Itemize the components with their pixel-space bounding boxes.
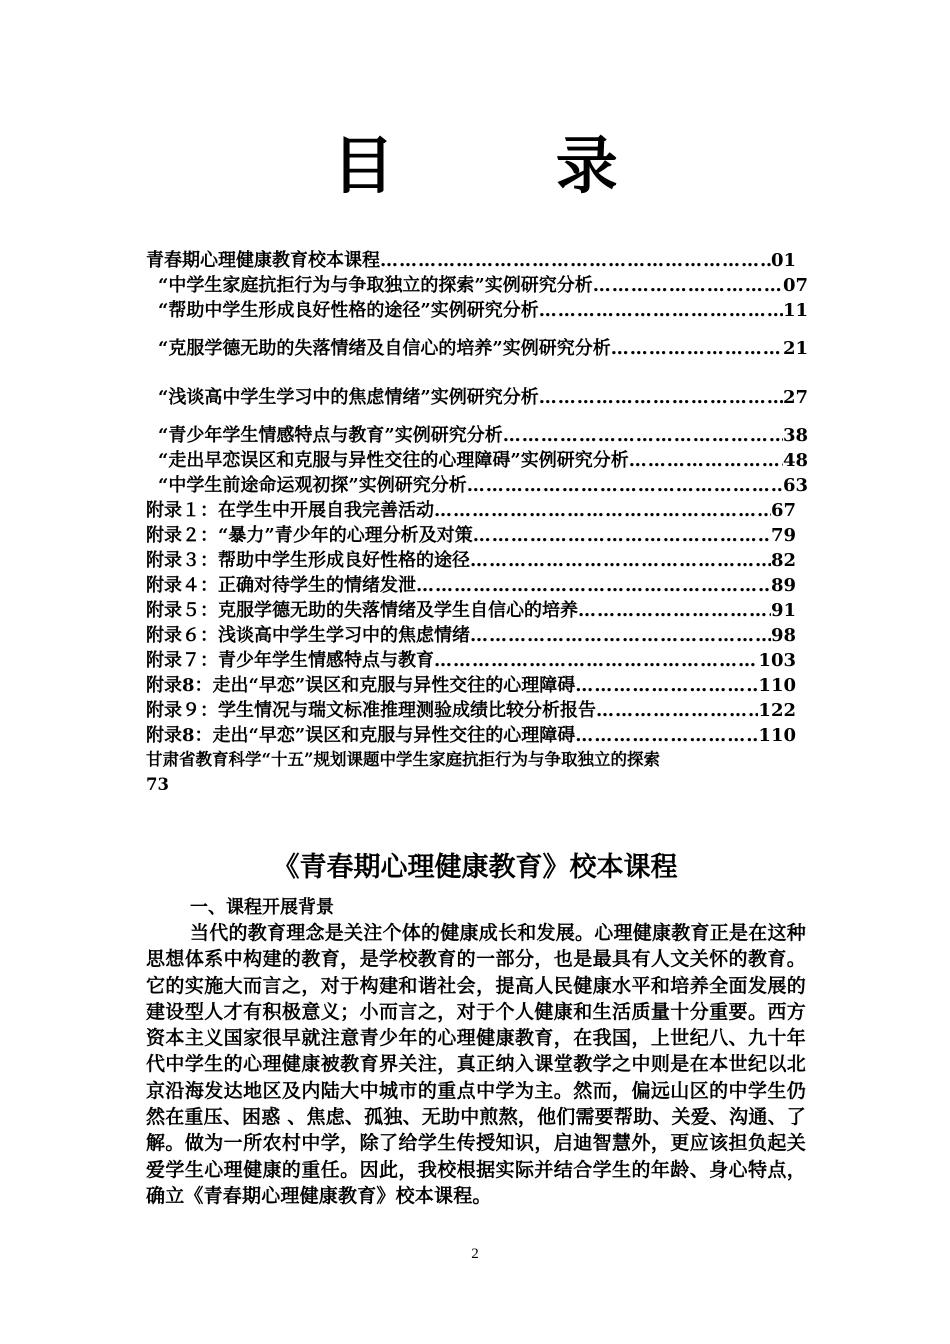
toc-entry bbox=[146, 673, 796, 698]
toc-entry-page: 67 bbox=[770, 500, 796, 521]
toc-leader-dots bbox=[575, 673, 758, 698]
toc-entry-page: 01 bbox=[770, 250, 796, 271]
toc-entry-title: “中学生前途命运观初探”实例研究分析 bbox=[158, 475, 467, 496]
toc-entry-page: 63 bbox=[782, 475, 808, 496]
toc-entry-page: 110 bbox=[758, 725, 796, 746]
toc-entry-title: 附录8：走出“早恋”误区和克服与异性交往的心理障碍 bbox=[146, 725, 576, 746]
toc-entry bbox=[146, 548, 796, 573]
toc-entry-page: 122 bbox=[758, 700, 796, 721]
toc-entry bbox=[146, 336, 808, 361]
toc-entry-page: 91 bbox=[770, 600, 796, 621]
toc-leader-dots bbox=[539, 385, 783, 410]
toc-entry-page: 21 bbox=[782, 338, 808, 359]
toc-entry bbox=[146, 623, 796, 648]
toc-leader-dots bbox=[575, 723, 758, 748]
toc-entry bbox=[146, 573, 796, 598]
toc-leader-dots bbox=[611, 336, 783, 361]
toc-entry bbox=[146, 273, 808, 298]
section-title: 《青春期心理健康教育》校本课程 bbox=[272, 852, 678, 883]
toc-leader-dots bbox=[434, 648, 758, 673]
toc-entry bbox=[146, 598, 796, 623]
toc-entry bbox=[146, 298, 808, 323]
toc-entry-title: 附录２：“暴力”青少年的心理分析及对策 bbox=[146, 525, 473, 546]
section-subtitle: 一、课程开展背景 bbox=[190, 897, 334, 918]
toc-entry bbox=[146, 498, 796, 523]
toc-leader-dots bbox=[539, 298, 783, 323]
toc-leader-dots bbox=[380, 248, 771, 273]
toc-entry-title: 附录７：青少年学生情感特点与教育 bbox=[146, 650, 434, 671]
toc-entry-page: 38 bbox=[782, 425, 808, 446]
toc-entry bbox=[146, 698, 796, 723]
toc-entry-page: 11 bbox=[782, 300, 808, 321]
toc-leader-dots bbox=[416, 573, 771, 598]
toc-entry-title: “克服学德无助的失落情绪及自信心的培养”实例研究分析 bbox=[158, 338, 611, 359]
toc-entry bbox=[146, 385, 808, 410]
toc-entry-title: 附录６：浅谈高中学生学习中的焦虑情绪 bbox=[146, 625, 470, 646]
toc-entry-title: 附录8：走出“早恋”误区和克服与异性交往的心理障碍 bbox=[146, 675, 576, 696]
toc-heading: 目 录 bbox=[332, 129, 688, 202]
toc-entry-title: “中学生家庭抗拒行为与争取独立的探索”实例研究分析 bbox=[158, 275, 593, 296]
toc-entry-title: 附录３：帮助中学生形成良好性格的途径 bbox=[146, 550, 470, 571]
toc-entry-page: 79 bbox=[770, 525, 796, 546]
toc-entry-title: 附录９：学生情况与瑞文标准推理测验成绩比较分析报告 bbox=[146, 700, 596, 721]
toc-leader-dots bbox=[593, 273, 783, 298]
toc-leader-dots bbox=[596, 698, 758, 723]
toc-entry-title: “走出早恋误区和克服与异性交往的心理障碍”实例研究分析 bbox=[158, 450, 629, 471]
toc-entry-page: 98 bbox=[770, 625, 796, 646]
toc-leader-dots bbox=[578, 598, 771, 623]
toc-entry-title: 附录４：正确对待学生的情绪发泄 bbox=[146, 575, 416, 596]
body-paragraph: 当代的教育理念是关注个体的健康成长和发展。心理健康教育正是在这种思想体系中构建的教育，是学校教育的一部分，也是最具有人文关怀的教育。它的实施大而言之，对于构建和谐社会，提高人民健康水平和培养全面发展的建设型人才有积极意义；小而言之，对于个人健康和生活质量十分重要。西方资本主义国家很早就注意青少年的心理健康教育，在我国，上世纪八、九十年代中学生的心理健康被教育界关注，真正纳入课堂教学之中则是在本世纪以北京沿海发达地区及内陆大中城市的重点中学为主。然而，偏远山区的中学生仍然在重压、困惑 、焦虑、孤独、无助中煎熬，他们需要帮助、关爱、沟通、了解。做为一所农村中学，除了给学生传授知识，启迪智慧外，更应该担负起关爱学生心理健康的重任。因此，我校根据实际并结合学生的年龄、身心特点，确立《青春期心理健康教育》校本课程。 bbox=[146, 922, 806, 1207]
toc-leader-dots bbox=[470, 623, 771, 648]
toc-entry-page: 110 bbox=[758, 675, 796, 696]
toc-leader-dots bbox=[629, 448, 783, 473]
toc-entry-long-page: 73 bbox=[146, 775, 169, 794]
toc-entry bbox=[146, 723, 796, 748]
toc-entry bbox=[146, 248, 796, 273]
toc-leader-dots bbox=[434, 498, 771, 523]
toc-entry-title: “帮助中学生形成良好性格的途径”实例研究分析 bbox=[158, 300, 539, 321]
toc-entry-page: 82 bbox=[770, 550, 796, 571]
toc-entry-page: 27 bbox=[782, 387, 808, 408]
toc-entry-title: “浅谈高中学生学习中的焦虑情绪”实例研究分析 bbox=[158, 387, 539, 408]
toc-leader-dots bbox=[503, 423, 783, 448]
toc-entry bbox=[146, 448, 808, 473]
page-number: 2 bbox=[471, 1246, 479, 1262]
toc-entry-title: 附录１：在学生中开展自我完善活动 bbox=[146, 500, 434, 521]
toc-entry-page: 07 bbox=[782, 275, 808, 296]
toc-entry bbox=[146, 648, 796, 673]
toc-entry-title: 附录５：克服学德无助的失落情绪及学生自信心的培养 bbox=[146, 600, 578, 621]
toc-entry bbox=[146, 473, 808, 498]
toc-entry bbox=[146, 423, 808, 448]
toc-leader-dots bbox=[467, 473, 783, 498]
toc-entry-title: 青春期心理健康教育校本课程 bbox=[146, 250, 380, 271]
toc-entry-page: 103 bbox=[758, 650, 796, 671]
toc-entry-title: “青少年学生情感特点与教育”实例研究分析 bbox=[158, 425, 503, 446]
toc-entry bbox=[146, 523, 796, 548]
toc-entry-long-title: 甘肃省教育科学“十五”规划课题中学生家庭抗拒行为与争取独立的探索 bbox=[146, 750, 660, 769]
toc-leader-dots bbox=[470, 548, 771, 573]
toc-entry-page: 89 bbox=[770, 575, 796, 596]
toc-entry-page: 48 bbox=[782, 450, 808, 471]
toc-leader-dots bbox=[473, 523, 771, 548]
